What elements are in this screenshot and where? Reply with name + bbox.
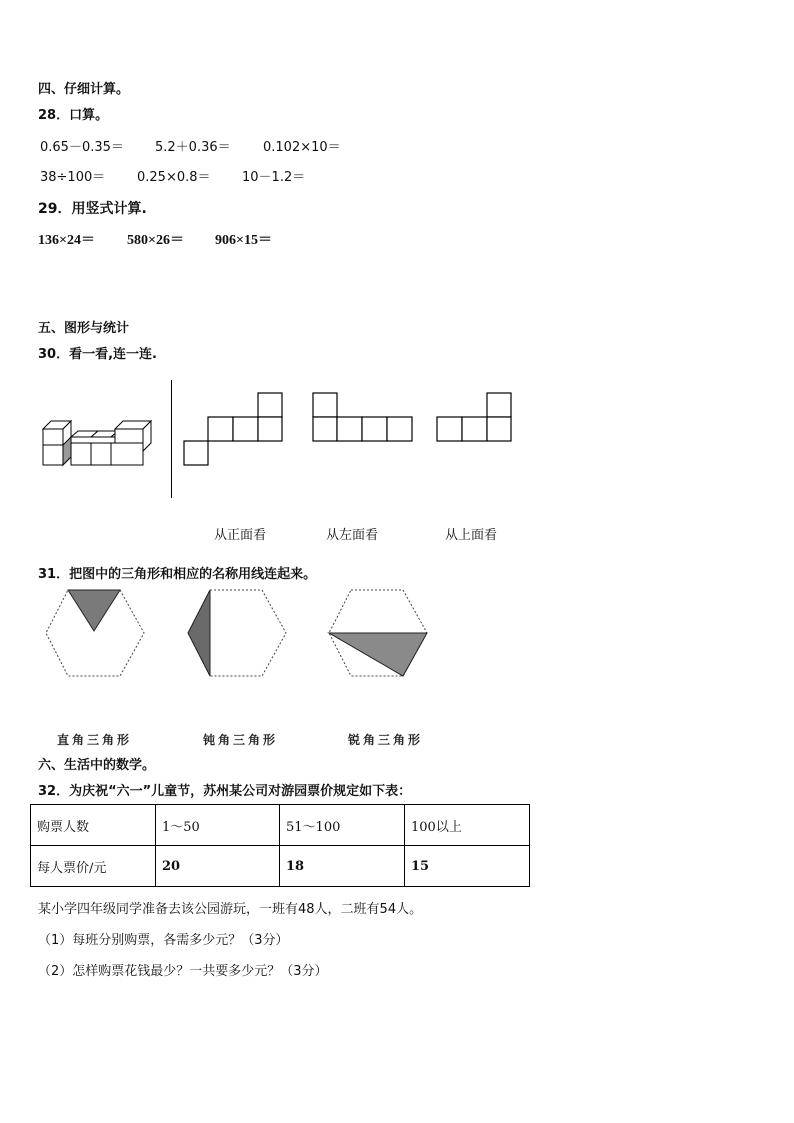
view-label-front: 从正面看	[214, 528, 267, 543]
table-cell: 20	[156, 846, 280, 887]
q30-label: 30．看一看,连一连.	[38, 347, 157, 362]
q32-subquestion-2: （2）怎样购票花钱最少？一共要多少元？（3分）	[38, 964, 328, 979]
table-cell: 51～100	[280, 805, 405, 846]
hexagon-figure-1	[44, 587, 146, 679]
hexagon-figure-2	[186, 587, 288, 679]
calc-item: 0.25×0.8＝	[137, 170, 211, 185]
vertical-calc-item: 136×24＝	[38, 233, 95, 248]
view-label-left: 从左面看	[326, 528, 379, 543]
table-cell: 18	[280, 846, 405, 887]
view-figure-2	[312, 392, 414, 444]
table-cell: 1～50	[156, 805, 280, 846]
q32-description: 某小学四年级同学准备去该公园游玩，一班有48人，二班有54人。	[38, 902, 423, 917]
triangle-name-acute: 锐角三角形	[348, 733, 424, 747]
section5-title: 五、图形与统计	[38, 321, 130, 336]
section6-title: 六、生活中的数学。	[38, 758, 156, 773]
table-row	[31, 846, 530, 887]
q29-label: 29．用竖式计算.	[38, 201, 147, 217]
cube-solid-figure	[40, 418, 155, 468]
q31-label: 31．把图中的三角形和相应的名称用线连起来。	[38, 567, 317, 582]
vertical-calc-item: 906×15＝	[215, 233, 272, 248]
view-label-top: 从上面看	[445, 528, 498, 543]
table-cell: 每人票价/元	[31, 846, 156, 887]
table-cell: 15	[405, 846, 530, 887]
table-cell: 购票人数	[31, 805, 156, 846]
triangle-name-obtuse: 钝角三角形	[203, 733, 279, 747]
q28-label: 28．口算。	[38, 108, 109, 123]
triangle-name-right: 直角三角形	[57, 733, 133, 747]
view-figure-1	[183, 392, 284, 468]
ticket-price-table	[30, 804, 530, 887]
section4-title: 四、仔细计算。	[38, 82, 130, 97]
calc-item: 38÷100＝	[40, 170, 106, 185]
calc-item: 5.2＋0.36＝	[155, 140, 231, 155]
view-figure-3	[436, 392, 514, 444]
divider-line	[171, 380, 172, 498]
vertical-calc-item: 580×26＝	[127, 233, 184, 248]
hexagon-figure-3	[327, 587, 429, 679]
q32-subquestion-1: （1）每班分别购票，各需多少元？（3分）	[38, 933, 289, 948]
table-cell: 100以上	[405, 805, 530, 846]
calc-item: 0.102×10＝	[263, 140, 341, 155]
table-row	[31, 805, 530, 846]
calc-item: 0.65－0.35＝	[40, 140, 124, 155]
q32-label: 32．为庆祝“六一”儿童节，苏州某公司对游园票价规定如下表：	[38, 784, 412, 799]
calc-item: 10－1.2＝	[242, 170, 306, 185]
